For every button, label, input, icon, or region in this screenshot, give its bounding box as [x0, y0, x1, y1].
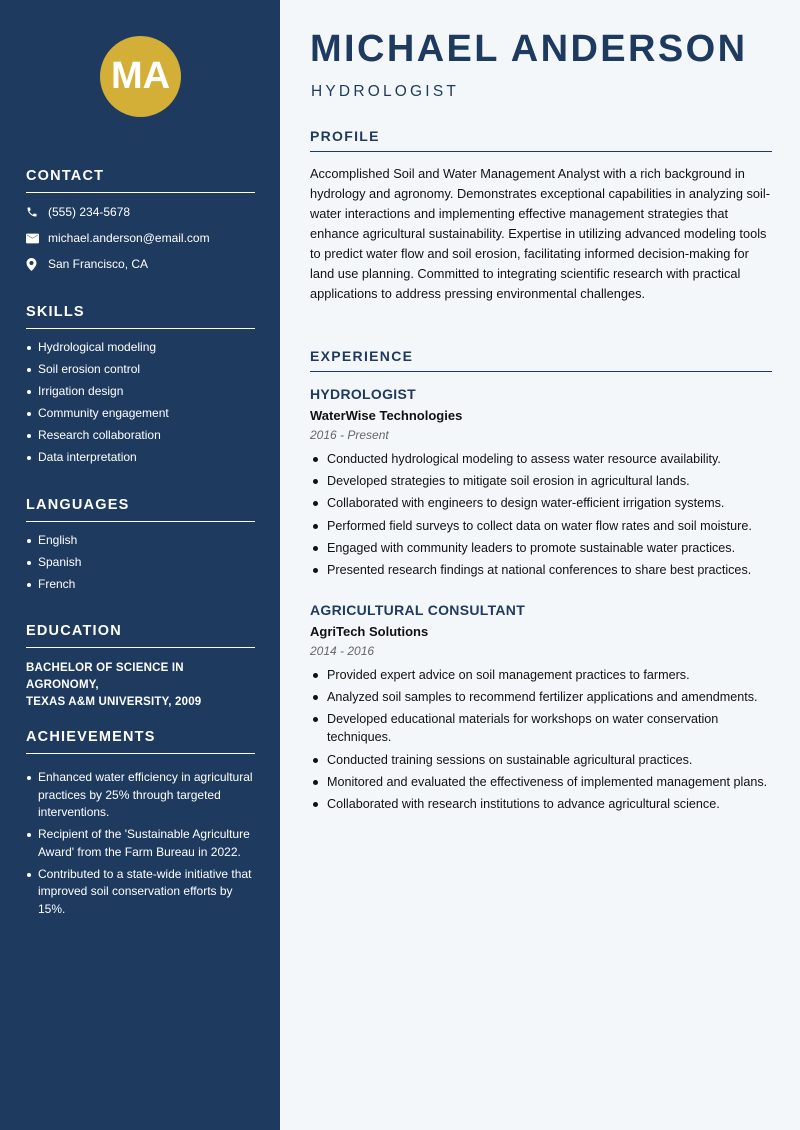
job-bullet: Developed educational materials for workshops on water conservation techniques.: [310, 710, 772, 746]
job-bullet: Performed field surveys to collect data on water flow rates and soil moisture.: [310, 517, 772, 535]
achievement-item: Recipient of the 'Sustainable Agriculture Award' from the Farm Bureau in 2022.: [26, 826, 255, 861]
languages-title: LANGUAGES: [26, 497, 255, 522]
education-section: [26, 623, 255, 711]
skill-item: Research collaboration: [26, 427, 255, 445]
education-line-1: BACHELOR OF SCIENCE IN AGRONOMY,: [26, 662, 184, 691]
contact-phone-row: [26, 199, 255, 225]
job-dates: 2014 - 2016: [310, 644, 375, 658]
sidebar: [0, 0, 280, 1130]
contact-email-row: [26, 225, 255, 251]
profile-text: Accomplished Soil and Water Management Analyst with a rich background in hydrology and agronomy. Demonstrates exceptional capabilities in analyzing soil-water interactions and implementing effective management strategies that enhance agricultural sustainability. Expertise in utilizing advanced modeling tools to predict water flow and soil erosion, facilitating informed decision-making for land use planning. Committed to integrating scientific research with practical applications to address pressing environmental challenges.: [310, 166, 770, 301]
job-title: AGRICULTURAL CONSULTANT: [310, 602, 526, 618]
candidate-role: HYDROLOGIST: [311, 83, 460, 100]
candidate-name: MICHAEL ANDERSON: [310, 28, 748, 70]
skills-title: SKILLS: [26, 304, 255, 329]
job-bullet: Developed strategies to mitigate soil erosion in agricultural lands.: [310, 472, 772, 490]
job-bullet: Collaborated with research institutions to advance agricultural science.: [310, 795, 772, 813]
language-item: French: [26, 576, 255, 594]
achievement-item: Enhanced water efficiency in agricultural practices by 25% through targeted interventions.: [26, 769, 255, 822]
skills-list: [26, 339, 255, 467]
contact-location: San Francisco, CA: [48, 257, 149, 271]
language-item: Spanish: [26, 554, 255, 572]
contact-section: [26, 168, 255, 277]
skill-item: Hydrological modeling: [26, 339, 255, 357]
job-title: HYDROLOGIST: [310, 386, 416, 402]
experience-title: EXPERIENCE: [310, 348, 772, 372]
job-bullets: [310, 666, 772, 813]
job-bullet: Monitored and evaluated the effectiveness of implemented management plans.: [310, 773, 772, 791]
profile-title: PROFILE: [310, 128, 772, 152]
skill-item: Community engagement: [26, 405, 255, 423]
contact-phone[interactable]: (555) 234-5678: [48, 205, 131, 219]
job-bullet: Conducted training sessions on sustainable agricultural practices.: [310, 751, 772, 769]
languages-list: [26, 532, 255, 594]
achievements-title: ACHIEVEMENTS: [26, 729, 255, 754]
job-company: AgriTech Solutions: [310, 624, 429, 639]
location-pin-icon: [26, 258, 48, 271]
contact-location-row: [26, 251, 255, 277]
job-bullet: Provided expert advice on soil management practices to farmers.: [310, 666, 772, 684]
achievements-list: [26, 769, 255, 918]
avatar-initials: MA: [100, 36, 181, 117]
education-line-2: TEXAS A&M UNIVERSITY, 2009: [26, 696, 202, 708]
job-bullet: Analyzed soil samples to recommend fertilizer applications and amendments.: [310, 688, 772, 706]
achievement-item: Contributed to a state-wide initiative that improved soil conservation efforts by 15%.: [26, 866, 255, 919]
education-title: EDUCATION: [26, 623, 255, 648]
contact-email[interactable]: michael.anderson@email.com: [48, 231, 210, 245]
job-bullet: Engaged with community leaders to promote sustainable water practices.: [310, 539, 772, 557]
skill-item: Soil erosion control: [26, 361, 255, 379]
job-bullet: Conducted hydrological modeling to assess water resource availability.: [310, 450, 772, 468]
job-bullets: [310, 450, 772, 579]
skill-item: Irrigation design: [26, 383, 255, 401]
phone-icon: [26, 206, 48, 218]
skill-item: Data interpretation: [26, 449, 255, 467]
language-item: English: [26, 532, 255, 550]
job-bullet: Presented research findings at national conferences to share best practices.: [310, 561, 772, 579]
job-dates: 2016 - Present: [310, 428, 389, 442]
contact-title: CONTACT: [26, 168, 255, 193]
job-entry: [310, 602, 772, 817]
job-company: WaterWise Technologies: [310, 408, 463, 423]
skills-section: [26, 304, 255, 471]
job-entry: [310, 386, 772, 583]
education-degree: [26, 660, 255, 711]
mail-icon: [26, 233, 48, 244]
languages-section: [26, 497, 255, 598]
job-bullet: Collaborated with engineers to design water-efficient irrigation systems.: [310, 494, 772, 512]
achievements-section: [26, 729, 255, 923]
